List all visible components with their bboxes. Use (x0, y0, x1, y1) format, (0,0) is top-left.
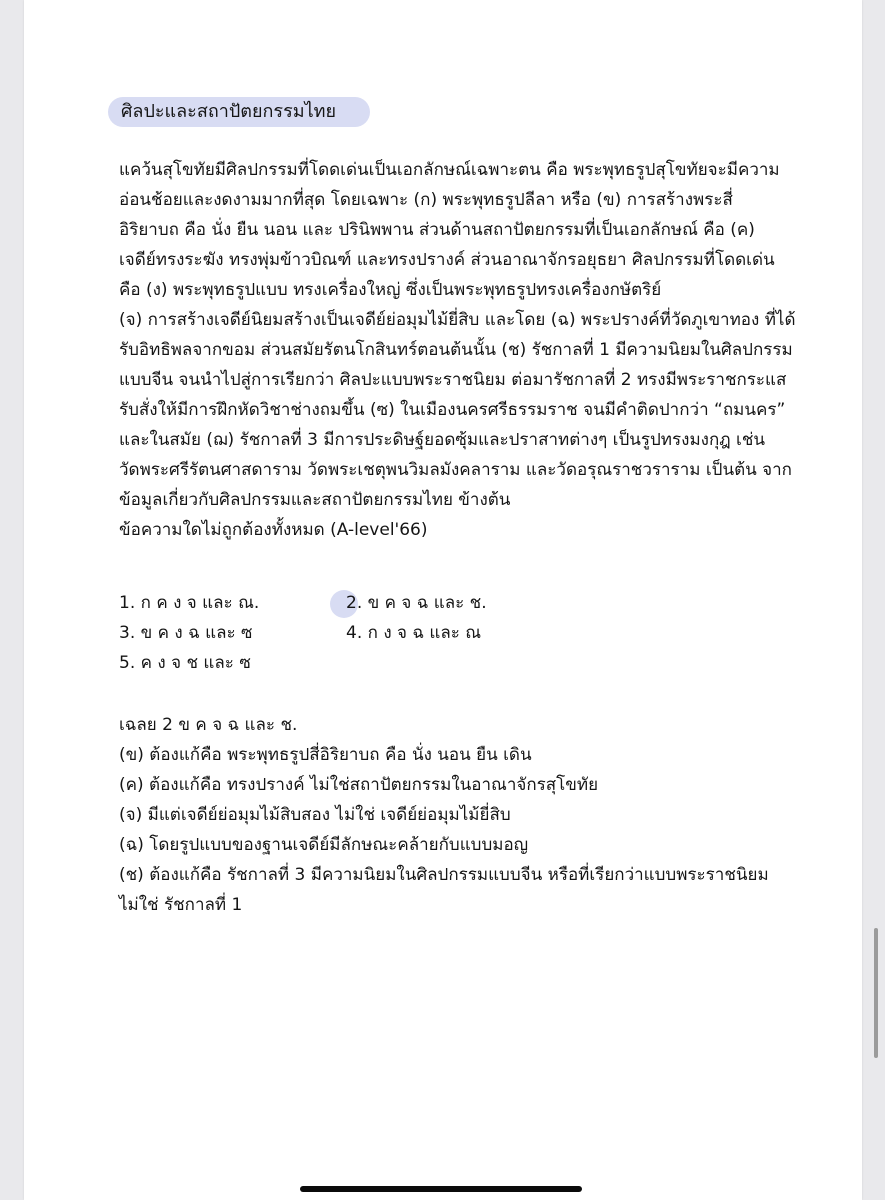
passage-line: แคว้นสุโขทัยมีศิลปกรรมที่โดดเด่นเป็นเอกลักษณ์เฉพาะตน คือ พระพุทธรูปสุโขทัยจะมีความ (119, 160, 780, 180)
passage-line: รับสั่งให้มีการฝึกหัดวิชาช่างถมขึ้น (ซ) ในเมืองนครศรีธรรมราช จนมีคำติดปากว่า “ถมนคร” (119, 400, 786, 420)
passage-line: เจดีย์ทรงระฆัง ทรงพุ่มข้าวบิณฑ์ และทรงปรางค์ ส่วนอาณาจักรอยุธยา ศิลปกรรมที่โดดเด่น (119, 250, 775, 270)
passage-line: คือ (ง) พระพุทธรูปแบบ ทรงเครื่องใหญ่ ซึ่งเป็นพระพุทธรูปทรงเครื่องกษัตริย์ (119, 280, 662, 300)
answer-key: เฉลย 2 ข ค จ ฉ และ ช. (119, 715, 298, 735)
page-title: ศิลปะและสถาปัตยกรรมไทย (121, 101, 337, 122)
answer-explanation (119, 710, 769, 920)
question-passage (119, 155, 796, 545)
choice-5: 5. ค ง จ ช และ ซ (119, 653, 251, 673)
passage-line: อ่อนช้อยและงดงามมากที่สุด โดยเฉพาะ (ก) พระพุทธรูปลีลา หรือ (ข) การสร้างพระสี่ (119, 190, 733, 210)
passage-line: (จ) การสร้างเจดีย์นิยมสร้างเป็นเจดีย์ย่อมุมไม้ยี่สิบ และโดย (ฉ) พระปรางค์ที่วัดภูเขาทอง ที่ได้ (119, 310, 796, 330)
passage-line: แบบจีน จนนำไปสู่การเรียกว่า ศิลปะแบบพระราชนิยม ต่อมารัชกาลที่ 2 ทรงมีพระราชกระแส (119, 370, 787, 390)
passage-line: รับอิทธิพลจากขอม ส่วนสมัยรัตนโกสินทร์ตอนต้นนั้น (ช) รัชกาลที่ 1 มีความนิยมในศิลปกรรม (119, 340, 793, 360)
explanation-line: (ฉ) โดยรูปแบบของฐานเจดีย์มีลักษณะคล้ายกับแบบมอญ (119, 835, 529, 855)
question-prompt: ข้อความใดไม่ถูกต้องทั้งหมด (A-level'66) (119, 520, 428, 540)
passage-line: และในสมัย (ฌ) รัชกาลที่ 3 มีการประดิษฐ์ยอดซุ้มและปราสาทต่างๆ เป็นรูปทรงมงกุฎ เช่น (119, 430, 766, 450)
choice-2: 2. ข ค จ ฉ และ ช. (346, 593, 487, 613)
choice-4: 4. ก ง จ ฉ และ ณ (346, 623, 482, 643)
explanation-line: (ช) ต้องแก้คือ รัชกาลที่ 3 มีความนิยมในศิลปกรรมแบบจีน หรือที่เรียกว่าแบบพระราชนิยม (119, 865, 769, 885)
choice-1: 1. ก ค ง จ และ ณ. (119, 593, 260, 613)
home-indicator[interactable] (300, 1186, 582, 1192)
explanation-line: ไม่ใช่ รัชกาลที่ 1 (119, 895, 243, 915)
passage-line: ข้อมูลเกี่ยวกับศิลปกรรมและสถาปัตยกรรมไทย ข้างต้น (119, 490, 511, 510)
passage-line: อิริยาบถ คือ นั่ง ยืน นอน และ ปรินิพพาน ส่วนด้านสถาปัตยกรรมที่เป็นเอกลักษณ์ คือ (ค) (119, 220, 755, 240)
passage-line: วัดพระศรีรัตนศาสดาราม วัดพระเชตุพนวิมลมังคลาราม และวัดอรุณราชวราราม เป็นต้น จาก (119, 460, 792, 480)
explanation-line: (จ) มีแต่เจดีย์ย่อมุมไม้สิบสอง ไม่ใช่ เจดีย์ย่อมุมไม้ยี่สิบ (119, 805, 511, 825)
choice-3: 3. ข ค ง ฉ และ ซ (119, 623, 253, 643)
vertical-scrollbar[interactable] (874, 928, 878, 1058)
explanation-line: (ข) ต้องแก้คือ พระพุทธรูปสี่อิริยาบถ คือ นั่ง นอน ยืน เดิน (119, 745, 532, 765)
explanation-line: (ค) ต้องแก้คือ ทรงปรางค์ ไม่ใช่สถาปัตยกรรมในอาณาจักรสุโขทัย (119, 775, 599, 795)
